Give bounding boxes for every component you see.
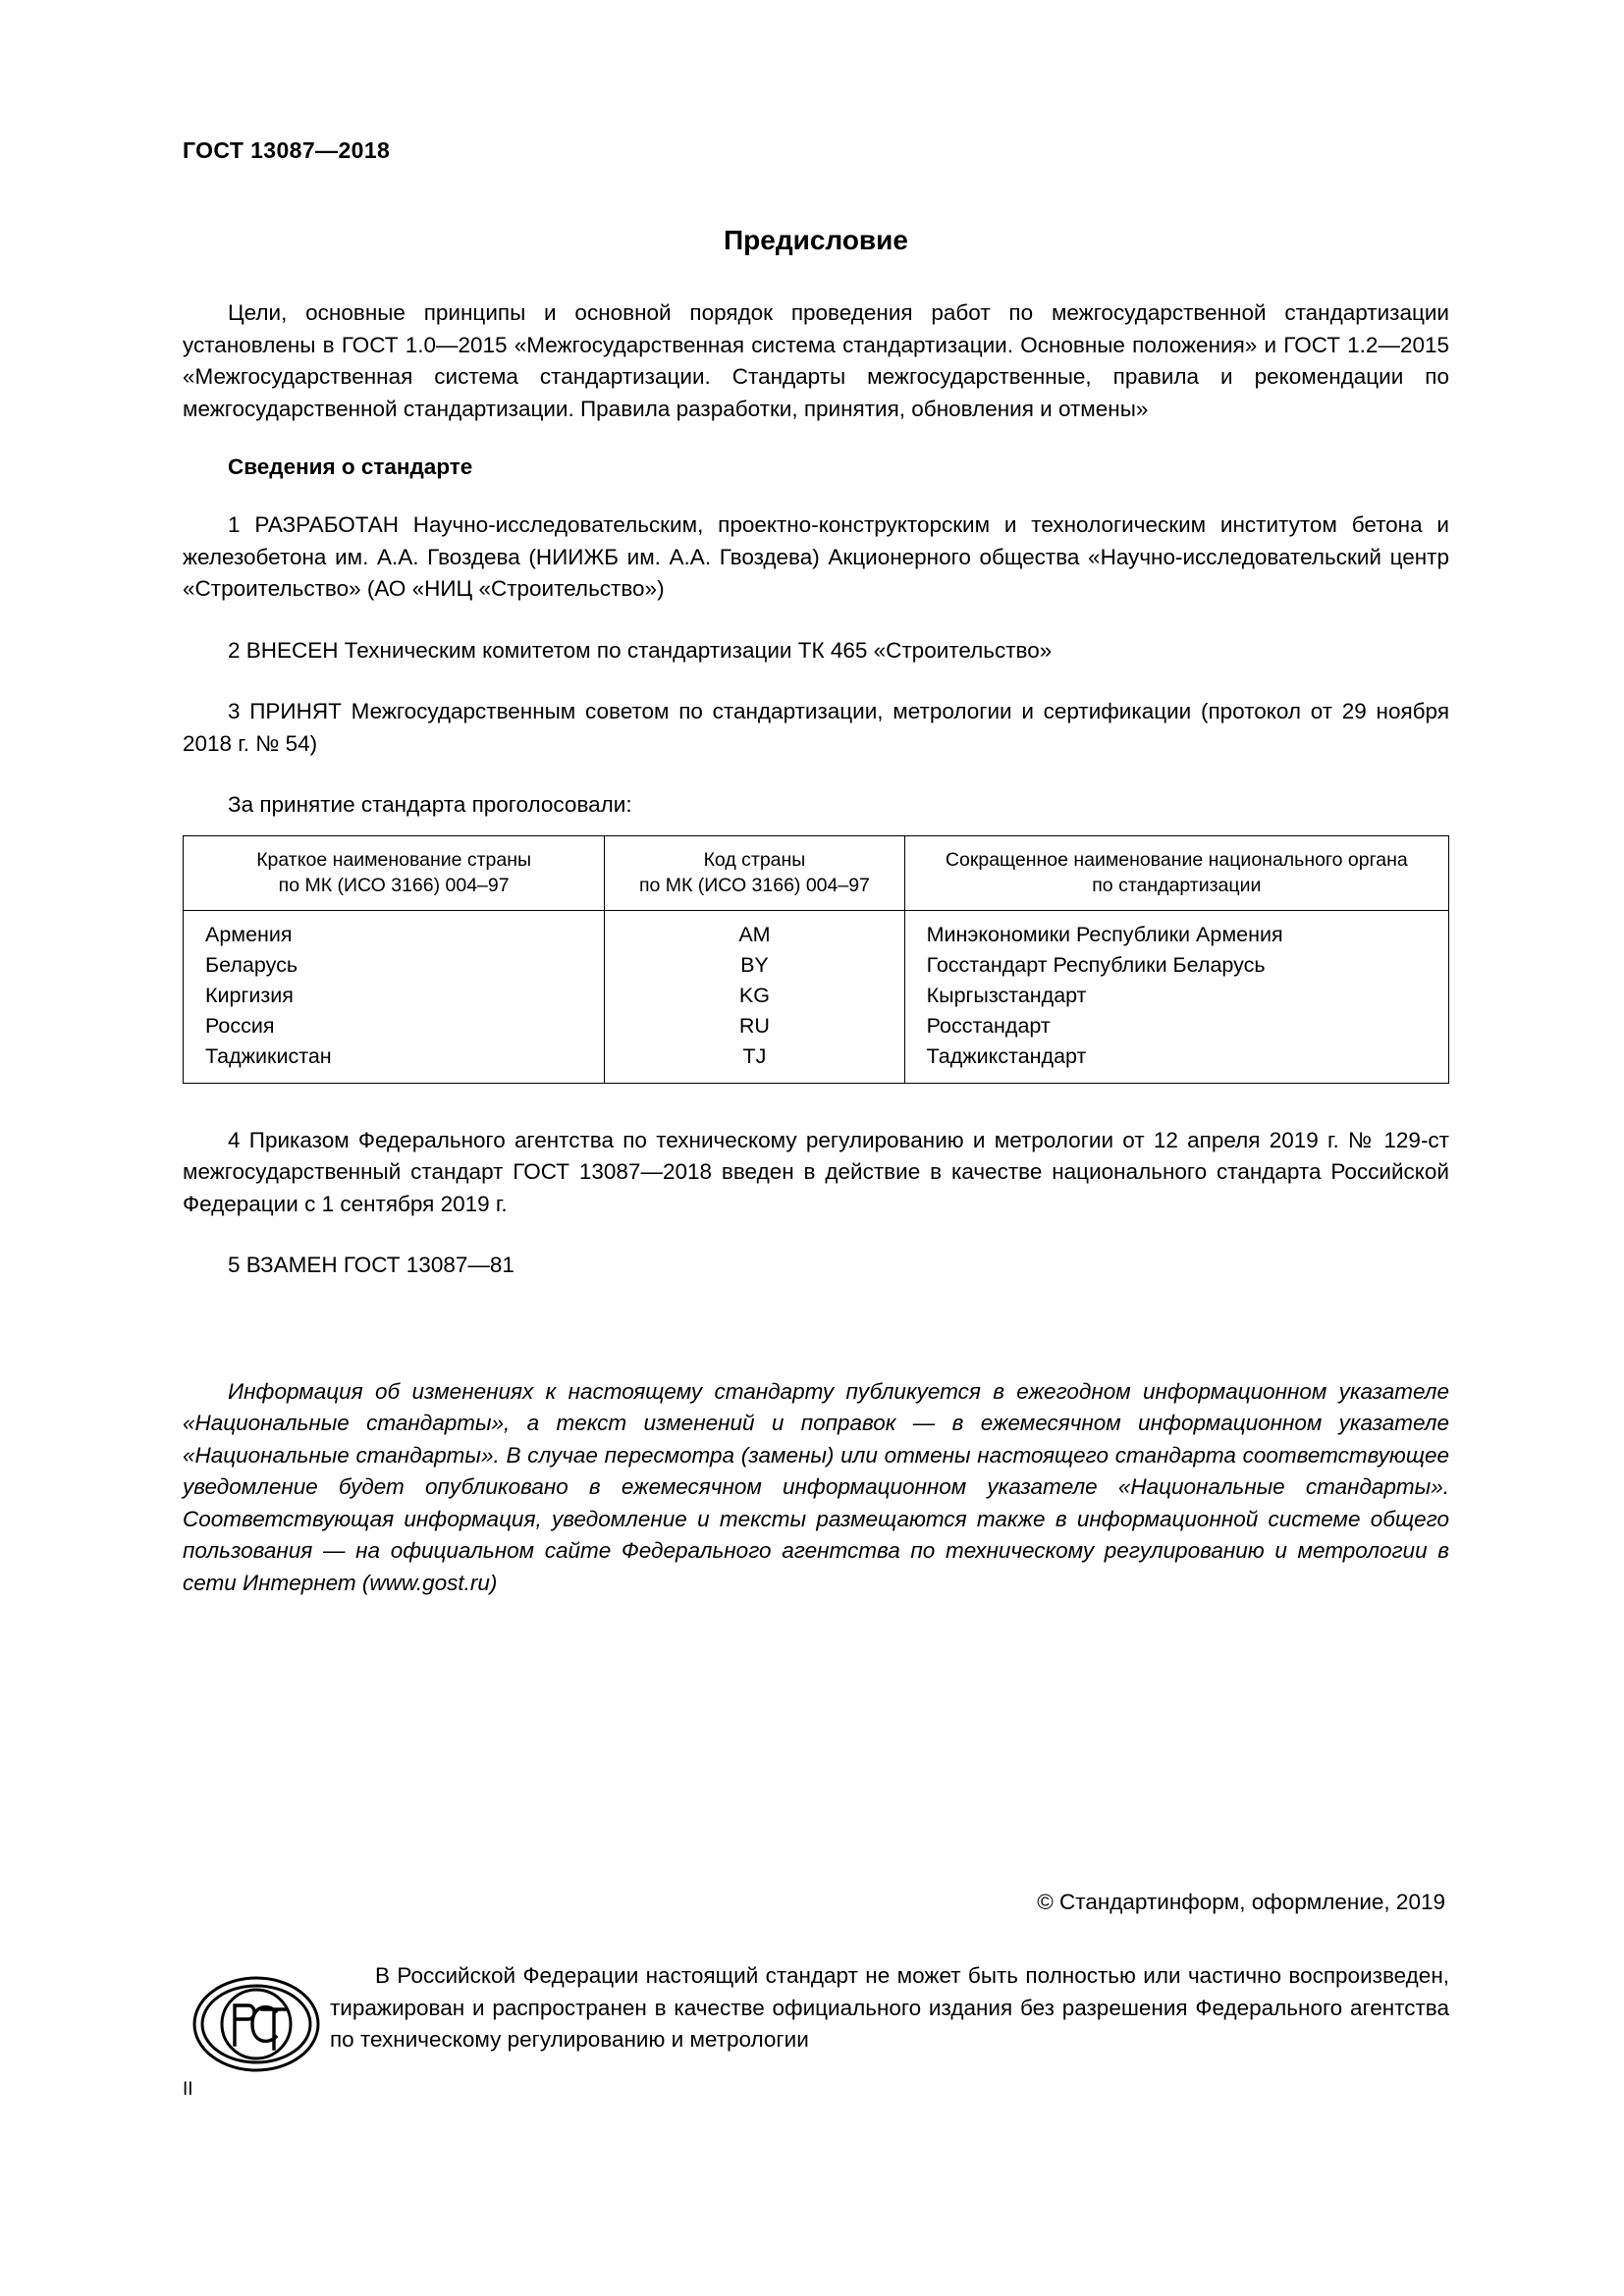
cell-code <box>605 910 904 1083</box>
column-header-national-body-line2: по стандартизации <box>1092 874 1262 896</box>
national-body-name: Таджикстандарт <box>926 1043 1087 1068</box>
country-code: KG <box>738 983 770 1007</box>
country-name: Беларусь <box>205 952 298 977</box>
page-footer <box>183 1890 1449 2082</box>
cell-country <box>184 910 605 1083</box>
clause-4: 4 Приказом Федерального агентства по техническому регулированию и метрологии от 12 апреля 2019 г. № 129-ст межгосударственный стандарт ГОСТ 13087—2018 введен в действие в качестве национального стандарта Российской Федерации с 1 сентября 2019 г. <box>183 1127 1449 1216</box>
footer-notice-paragraph: В Российской Федерации настоящий стандарт не может быть полностью или частично воспроизведен, тиражирован и распространен в качестве официального издания без разрешения Федерального агентства по техническому регулированию и метрологии <box>330 1963 1449 2052</box>
column-header-code-line1: Код страны <box>703 848 806 871</box>
table-header-row <box>184 835 1449 910</box>
country-name: Россия <box>205 1013 275 1038</box>
national-body-name: Минэкономики Республики Армения <box>926 922 1283 946</box>
section-heading: Сведения о стандарте <box>228 454 473 479</box>
column-header-national-body-line1: Сокращенное наименование национального органа <box>945 848 1408 871</box>
cell-national-body <box>904 910 1448 1083</box>
clause-5: 5 ВЗАМЕН ГОСТ 13087—81 <box>228 1253 514 1277</box>
country-code: AM <box>738 922 771 946</box>
clause-3: 3 ПРИНЯТ Межгосударственным советом по стандартизации, метрологии и сертификации (протокол от 29 ноября 2018 г. № 54) <box>183 699 1449 756</box>
vote-intro: За принятие стандарта проголосовали: <box>228 792 632 817</box>
changes-notice-block <box>183 1376 1449 1600</box>
national-body-name: Госстандарт Республики Беларусь <box>926 952 1266 977</box>
column-header-code-line2: по МК (ИСО 3166) 004–97 <box>638 874 870 896</box>
country-code: BY <box>740 952 769 977</box>
country-code: TJ <box>742 1043 767 1068</box>
national-body-name: Кыргызстандарт <box>926 983 1087 1007</box>
footer-notice-row <box>183 1960 1449 2082</box>
changes-notice: Информация об изменениях к настоящему стандарту публикуется в ежегодном информационном указателе «Национальные стандарты», а текст изменений и поправок — в ежемесячном информационном указателе «Национальные стандарты». В случае пересмотра (замены) или отмены настоящего стандарта соответствующее уведомление будет опубликовано в ежемесячном информационном указателе «Национальные стандарты». Соответствующая информация, уведомление и тексты размещаются также в информационной системе общего пользования — на официальном сайте Федерального агентства по техническому регулированию и метрологии в сети Интернет (www.gost.ru) <box>183 1378 1449 1595</box>
intro-paragraph: Цели, основные принципы и основной порядок проведения работ по межгосударственной стандартизации установлены в ГОСТ 1.0—2015 «Межгосударственная система стандартизации. Основные положения» и ГОСТ 1.2—2015 «Межгосударственная система стандартизации. Стандарты межгосударственные, правила и рекомендации по межгосударственной стандартизации. Правила разработки, принятия, обновления и отмены» <box>183 300 1449 421</box>
country-name: Киргизия <box>205 983 294 1007</box>
table-row <box>184 910 1449 1083</box>
rst-emblem-icon <box>183 1960 330 2082</box>
country-code: RU <box>738 1013 770 1038</box>
column-header-country-line2: по МК (ИСО 3166) 004–97 <box>278 874 510 896</box>
clause-2: 2 ВНЕСЕН Техническим комитетом по стандартизации ТК 465 «Строительство» <box>228 637 1053 663</box>
voting-countries-table <box>183 835 1449 1084</box>
column-header-country-line1: Краткое наименование страны <box>256 848 532 871</box>
clause-1: 1 РАЗРАБОТАН Научно-исследовательским, проектно-конструкторским и технологическим институтом бетона и железобетона им. А.А. Гвоздева (НИИЖБ им. А.А. Гвоздева) Акционерного общества «Научно-исследовательский центр «Строительство» (АО «НИЦ «Строительство») <box>183 512 1449 601</box>
page-title: Предисловие <box>724 225 908 255</box>
copyright-line: © Стандартинформ, оформление, 2019 <box>1037 1890 1445 1914</box>
national-body-name: Росстандарт <box>926 1013 1051 1038</box>
page-content <box>183 137 1449 1599</box>
country-name: Таджикистан <box>205 1043 332 1068</box>
page-number: II <box>183 2079 193 2100</box>
column-header-national-body <box>904 835 1448 910</box>
rst-emblem-svg <box>191 1966 321 2082</box>
country-name: Армения <box>205 922 293 946</box>
footer-notice-text <box>330 1960 1449 2056</box>
standard-code-header: ГОСТ 13087—2018 <box>183 137 391 163</box>
column-header-country <box>184 835 605 910</box>
column-header-code <box>605 835 904 910</box>
